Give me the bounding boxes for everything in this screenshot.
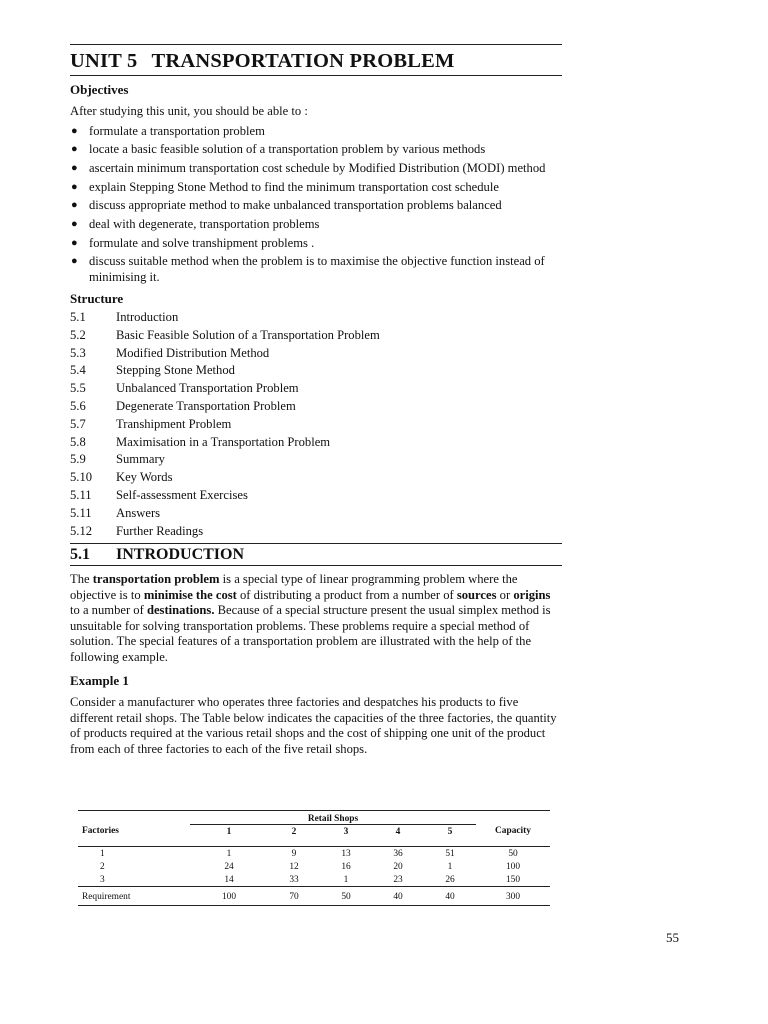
structure-row: 5.2 Basic Feasible Solution of a Transportation Problem [70,327,380,342]
table-group-header-row [78,811,550,825]
table-divider-row [78,838,550,847]
retail-shops-header: Retail Shops [307,814,359,824]
unit-number: UNIT 5 [70,50,138,72]
example-heading: Example 1 [70,673,129,689]
section-number: 5.1 [70,546,90,564]
list-item: ● discuss appropriate method to make unbalanced transportation problems balanced [71,198,502,213]
structure-row: 5.11 Self-assessment Exercises [70,487,248,502]
structure-row: 5.7 Transhipment Problem [70,416,232,431]
unit-title-text: TRANSPORTATION PROBLEM [151,50,455,72]
objectives-intro: After studying this unit, you should be able to : [70,104,308,118]
bullet-icon: ● [71,199,78,212]
bullet-icon: ● [71,161,78,174]
column-header: 2 [268,825,320,839]
requirement-row: Requirement 100 70 50 40 40 300 [78,887,550,904]
structure-row: 5.10 Key Words [70,470,173,485]
objectives-heading: Objectives [70,82,129,97]
capacity-header: Capacity [495,826,531,837]
bullet-icon: ● [71,143,78,156]
transportation-table [78,811,550,903]
list-item: ● formulate and solve transhipment problems . [71,235,315,250]
column-header: 4 [372,825,424,839]
page-number: 55 [666,930,679,945]
section-rule-bottom [70,565,562,566]
document-page [70,44,562,757]
structure-row: 5.9 Summary [70,452,165,467]
structure-row: 5.12 Further Readings [70,523,204,538]
structure-row: 5.4 Stepping Stone Method [70,363,235,378]
list-item: ● explain Stepping Stone Method to find the minimum transportation cost schedule [71,179,499,194]
structure-heading: Structure [70,291,124,306]
bullet-icon: ● [71,255,78,268]
structure-row: 5.1 Introduction [70,310,179,324]
bullet-icon: ● [71,124,78,137]
list-item: ● formulate a transportation problem [71,123,265,138]
list-item: ● locate a basic feasible solution of a transportation problem by various methods [71,142,486,157]
column-header: 1 [190,825,268,839]
table-row: 3 14 33 1 23 26 150 [100,874,521,885]
cost-table [78,810,550,906]
column-header: 3 [320,825,372,839]
section-title: INTRODUCTION [116,546,245,564]
bullet-icon: ● [71,236,78,249]
bullet-icon: ● [71,180,78,193]
introduction-paragraph: The transportation problem is a special type of linear programming problem where the objective is to minimise the cost of distributing a product from a number of sources or origins to a number of destinations. Because of a special structure present the usual simplex method is unsuitable for solving transportation problems. These problems require a special method of solution. The special features of a transportation problem are illustrated with the help of the following example. [70,572,551,664]
example-paragraph: Consider a manufacturer who operates three factories and despatches his products to five different retail shops. The Table below indicates the capacities of the three factories, the quantity of products required at the various retail shops and the cost of shipping one unit of the product from each of three factories to each of the five retail shops. [70,695,557,756]
structure-row: 5.6 Degenerate Transportation Problem [70,398,296,413]
column-header: 5 [424,825,476,839]
table-header-row [78,825,550,839]
introduction-heading [70,544,562,565]
list-item: ● ascertain minimum transportation cost schedule by Modified Distribution (MODI) method [71,160,546,175]
structure-list [70,309,562,540]
structure-row: 5.8 Maximisation in a Transportation Problem [70,434,331,449]
list-item: ● discuss suitable method when the problem is to maximise the objective function instead of minimising it. [71,254,545,284]
bullet-icon: ● [71,218,78,231]
table-row: 2 24 12 16 20 1 100 [100,861,521,872]
table-row: 1 1 9 13 36 51 50 [100,848,518,859]
factories-header: Factories [82,826,119,837]
list-item: ● deal with degenerate, transportation problems [71,217,320,232]
unit-title [70,45,562,75]
structure-row: 5.3 Modified Distribution Method [70,345,270,360]
objectives-list [70,124,562,285]
title-rule [70,75,562,76]
structure-row: 5.11 Answers [70,505,161,520]
structure-row: 5.5 Unbalanced Transportation Problem [70,381,299,396]
table-bottom-rule [78,905,550,906]
